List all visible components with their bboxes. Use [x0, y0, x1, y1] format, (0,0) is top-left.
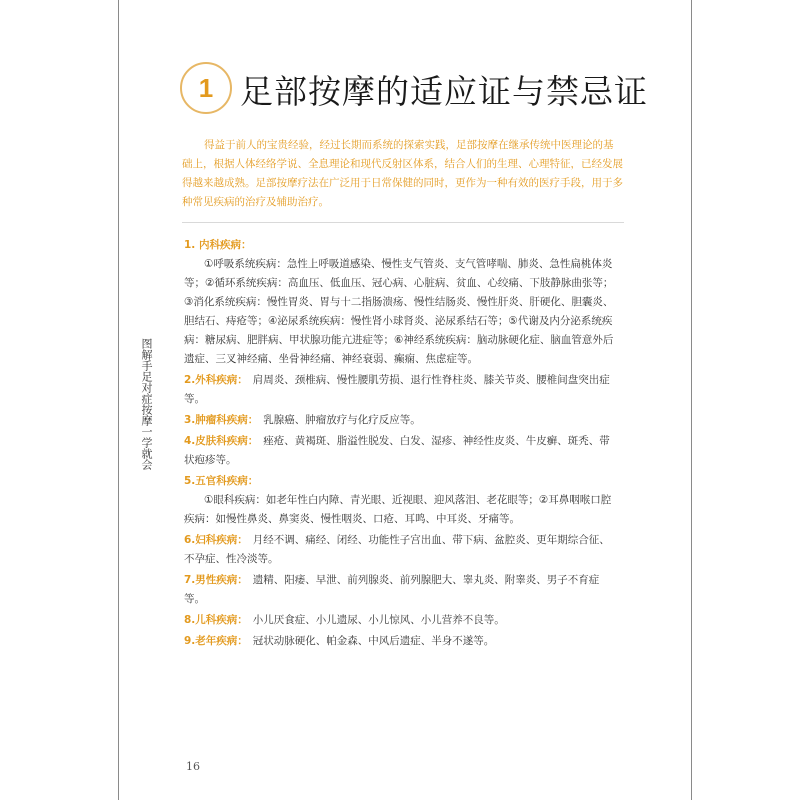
- page-number: 16: [186, 760, 200, 773]
- section-text: 乳腺癌、肿瘤放疗与化疗反应等。: [263, 414, 421, 426]
- section-heading: 3.肿瘤科疾病：: [184, 414, 259, 426]
- section-text: ①呼吸系统疾病：急性上呼吸道感染、慢性支气管炎、支气管哮喘、肺炎、急性扁桃体炎等；②循环系统疾病：高血压、低血压、冠心病、心脏病、贫血、心绞痛、下肢静脉曲张等；③消化系统疾病：慢性胃炎、胃与十二指肠溃疡、慢性结肠炎、慢性肝炎、肝硬化、胆囊炎、胆结石、痔疮等；④泌尿系统疾病：慢性肾小球肾炎、泌尿系结石等；⑤代谢及内分泌系统疾病：糖尿病、肥胖病、甲状腺功能亢进症等；⑥神经系统疾病：脑动脉硬化症、脑血管意外后遗症、三叉神经痛、坐骨神经痛、神经衰弱、癫痫、焦虑症等。: [184, 258, 614, 365]
- section-andrology: [184, 571, 620, 609]
- section-oncology: [184, 411, 620, 430]
- intro-paragraph: 得益于前人的宝贵经验，经过长期而系统的探索实践，足部按摩在继承传统中医理论的基础上，根据人体经络学说、全息理论和现代反射区体系，结合人们的生理、心理特征，已经发展得越来越成熟。足部按摩疗法在广泛用于日常保健的同时，更作为一种有效的医疗手段，用于多种常见疾病的治疗及辅助治疗。: [182, 139, 623, 208]
- section-text: 月经不调、痛经、闭经、功能性子宫出血、带下病、盆腔炎、更年期综合征、不孕症、性冷淡等。: [184, 534, 610, 565]
- section-geriatrics: [184, 632, 620, 651]
- section-ent: [184, 472, 620, 529]
- section-gynecology: [184, 531, 620, 569]
- section-heading: 7.男性疾病：: [184, 574, 248, 586]
- section-text: 肩周炎、颈椎病、慢性腰肌劳损、退行性脊柱炎、膝关节炎、腰椎间盘突出症等。: [184, 374, 610, 405]
- section-heading: 1. 内科疾病：: [184, 239, 252, 251]
- section-text: 冠状动脉硬化、帕金森、中风后遗症、半身不遂等。: [252, 635, 495, 647]
- section-text: 遗精、阳痿、早泄、前列腺炎、前列腺肥大、睾丸炎、附睾炎、男子不育症等。: [184, 574, 600, 605]
- section-text: 小儿厌食症、小儿遗尿、小儿惊风、小儿营养不良等。: [252, 614, 505, 626]
- section-pediatrics: [184, 611, 620, 630]
- vertical-book-title: 图解手足对症按摩一学就会: [140, 338, 153, 470]
- section-heading: 6.妇科疾病：: [184, 534, 248, 546]
- section-heading: 2.外科疾病：: [184, 374, 248, 386]
- section-internal-medicine: [184, 236, 620, 369]
- section-heading: 5.五官科疾病：: [184, 475, 259, 487]
- section-surgery: [184, 371, 620, 409]
- chapter-number-badge: 1: [180, 62, 232, 114]
- section-text: ①眼科疾病：如老年性白内障、青光眼、近视眼、迎风落泪、老花眼等；②耳鼻咽喉口腔疾病：如慢性鼻炎、鼻窦炎、慢性咽炎、口疮、耳鸣、中耳炎、牙痛等。: [184, 494, 612, 525]
- chapter-header: [180, 62, 648, 122]
- section-heading: 8.儿科疾病：: [184, 614, 248, 626]
- divider: [182, 222, 624, 223]
- section-heading: 4.皮肤科疾病：: [184, 435, 259, 447]
- section-dermatology: [184, 432, 620, 470]
- page-title: 足部按摩的适应证与禁忌证: [240, 72, 648, 111]
- section-text: 痤疮、黄褐斑、脂溢性脱发、白发、湿疹、神经性皮炎、牛皮癣、斑秃、带状疱疹等。: [184, 435, 610, 466]
- disease-list: [184, 236, 620, 653]
- section-heading: 9.老年疾病：: [184, 635, 248, 647]
